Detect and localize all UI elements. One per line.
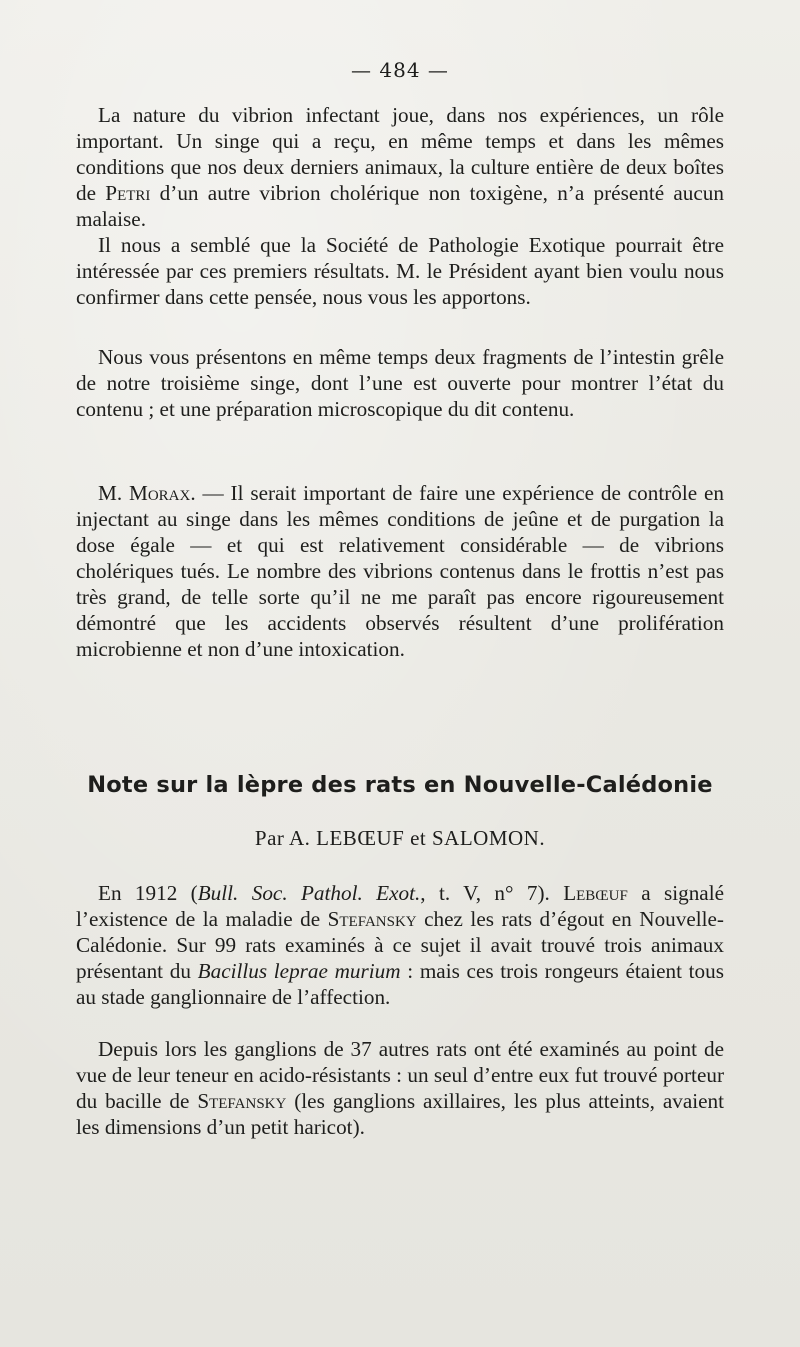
- author-name-petri: Petri: [105, 181, 151, 205]
- article-byline: Par A. LEBŒUF et SALOMON.: [254, 826, 546, 850]
- paragraph-text: M.: [98, 481, 129, 505]
- paragraph-text: En 1912 (: [98, 881, 198, 905]
- author-name-leboeuf: Lebœuf: [563, 881, 628, 905]
- author-name-stefansky: Stefansky: [327, 907, 417, 931]
- paragraph-text: . — Il serait important de faire une expérience de contrôle en injectant au singe dans les mêmes conditions de jeûne et de purgation la dose égale — et qui est relativement considérable — de vibrions cholériques tués. Le nombre des vibrions contenus dans le frottis n’est pas très grand, de telle sorte qu’il ne me paraît pas encore rigoureusement démontré que les accidents observés résultent d’une prolifération microbienne et non d’une intoxication.: [76, 481, 724, 661]
- paragraph-ganglions-37-rats: [76, 1036, 724, 1140]
- paragraph-text: d’un autre vibrion cholérique non toxigène, n’a présenté aucun malaise.: [76, 181, 724, 231]
- paragraph-text: , t. V, n° 7).: [420, 881, 564, 905]
- article-title: Note sur la lèpre des rats en Nouvelle-Calédonie: [87, 772, 713, 798]
- author-name-stefansky: Stefansky: [197, 1089, 287, 1113]
- paragraph-morax-comment: [76, 480, 724, 662]
- paragraph-leboeuf-1912: [76, 880, 724, 1010]
- citation-journal: Bull. Soc. Pathol. Exot.: [197, 881, 421, 905]
- speaker-name-morax: Morax: [129, 481, 191, 505]
- paragraph-society-results: Il nous a semblé que la Société de Pathologie Exotique pourrait être intéressée par ces premiers résultats. M. le Président ayant bien voulu nous confirmer dans cette pensée, nous vous les apportons.: [76, 233, 724, 309]
- paragraph-text: La nature du vibrion infectant joue, dans nos expériences, un rôle important. Un singe qui a reçu, en même temps et dans les mêmes conditions que nos deux derniers animaux, la culture entière de deux boîtes de: [76, 103, 724, 205]
- paragraph-vibrion-nature: [76, 102, 724, 232]
- paragraph-text: : mais ces trois rongeurs étaient tous au stade ganglionnaire de l’affection.: [76, 959, 724, 1009]
- page-number: — 484 —: [351, 58, 449, 82]
- species-name: Bacillus leprae murium: [197, 959, 401, 983]
- paragraph-text: chez les rats d’égout en Nouvelle-Calédonie. Sur 99 rats examinés à ce sujet il avait trouvé trois animaux présentant du: [76, 907, 724, 983]
- paragraph-text: Depuis lors les ganglions de 37 autres rats ont été examinés au point de vue de leur teneur en acido-résistants : un seul d’entre eux fut trouvé porteur du bacille de: [76, 1037, 724, 1113]
- paragraph-intestine-fragments: Nous vous présentons en même temps deux fragments de l’intestin grêle de notre troisième singe, dont l’une est ouverte pour montrer l’état du contenu ; et une préparation microscopique du dit contenu.: [76, 345, 724, 421]
- paragraph-text: (les ganglions axillaires, les plus atteints, avaient les dimensions d’un petit haricot).: [76, 1089, 725, 1139]
- paragraph-text: a signalé l’existence de la maladie de: [76, 881, 724, 931]
